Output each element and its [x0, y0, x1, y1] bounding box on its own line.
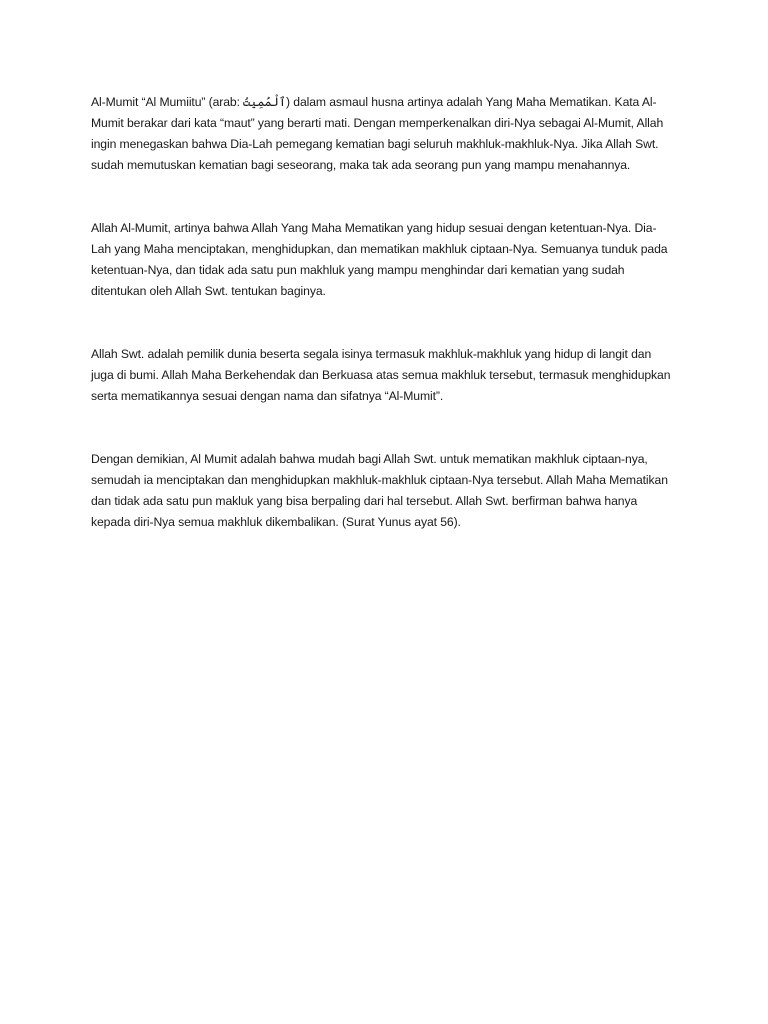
paragraph-1: Al-Mumit “Al Mumiitu” (arab: ٱلْمُمِيتُ) dalam asmaul husna artinya adalah Yang Maha Mematikan. Kata Al-Mumit berakar dari kata “maut” yang berarti mati. Dengan memperkenalkan diri-Nya sebagai Al-Mumit, Allah ingin menegaskan bahwa Dia-Lah pemegang kematian bagi seluruh makhluk-makhluk-Nya. Jika Allah Swt. sudah memutuskan kematian bagi seseorang, maka tak ada seorang pun yang mampu menahannya.: [91, 95, 664, 172]
paragraph-3: Allah Swt. adalah pemilik dunia beserta segala isinya termasuk makhluk-makhluk yang hidup di langit dan juga di bumi. Allah Maha Berkehendak dan Berkuasa atas semua makhluk tersebut, termasuk menghidupkan serta mematikannya sesuai dengan nama dan sifatnya “Al-Mumit”.: [91, 347, 671, 403]
paragraph-4: Dengan demikian, Al Mumit adalah bahwa mudah bagi Allah Swt. untuk mematikan makhluk ciptaan-nya, semudah ia menciptakan dan menghidupkan makhluk-makhluk ciptaan-Nya tersebut. Allah Maha Mematikan dan tidak ada satu pun makluk yang bisa berpaling dari hal tersebut. Allah Swt. berfirman bahwa hanya kepada diri-Nya semua makhluk dikembalikan. (Surat Yunus ayat 56).: [91, 452, 668, 529]
paragraph-2: Allah Al-Mumit, artinya bahwa Allah Yang Maha Mematikan yang hidup sesuai dengan ketentuan-Nya. Dia-Lah yang Maha menciptakan, menghidupkan, dan mematikan makhluk ciptaan-Nya. Semuanya tunduk pada ketentuan-Nya, dan tidak ada satu pun makhluk yang mampu menghindar dari kematian yang sudah ditentukan oleh Allah Swt. tentukan baginya.: [91, 221, 668, 298]
document-body: [91, 92, 671, 575]
